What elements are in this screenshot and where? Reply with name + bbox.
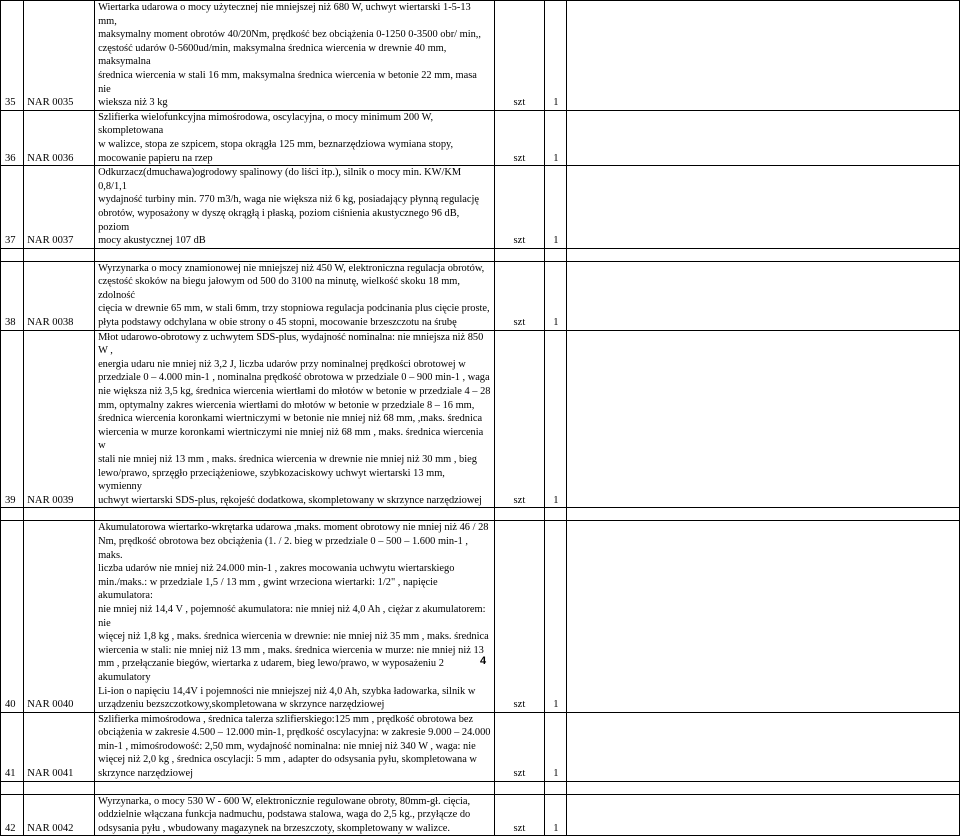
spacer-cell [1, 248, 24, 261]
description-line: urządzeniu bezszczotkowy,skompletowana w skrzynce narzędziowej [98, 699, 385, 711]
description-line: Odkurzacz(dmuchawa)ogrodowy spalinowy (do liści itp.), silnik o mocy min. KW/KM 0,8/1,1 [98, 167, 462, 192]
quantity: 1 [545, 712, 567, 781]
item-description [95, 712, 495, 781]
description-line: mm , przełączanie biegów, wiertarka z udarem, bieg lewo/prawo, w wyposażeniu 2 akumulatory [98, 658, 444, 683]
unit: szt [494, 261, 545, 330]
description-line: wydajność turbiny min. 770 m3/h, waga nie większa niż 6 kg, posiadający płynną regulację [98, 194, 479, 206]
unit: szt [494, 166, 545, 249]
description-line: liczba udarów nie mniej niż 24.000 min-1 , zakres mocowania uchwytu wiertarskiego [98, 563, 455, 575]
description-line: odsysania pyłu , wbudowany magazynek na brzeszczoty, skompletowany w walizce. [98, 822, 450, 834]
item-code: NAR 0041 [24, 712, 95, 781]
description-line: Li-ion o napięciu 14,4V i pojemności nie mniejszej niż 4,0 Ah, szybka ładowarka, silnik w [98, 685, 476, 697]
unit: szt [494, 110, 545, 165]
description-line: lewo/prawo, sprzęgło przeciążeniowe, szybkozaciskowy uchwyt wiertarski 13 mm, wymienny [98, 467, 445, 493]
row-number: 36 [1, 110, 24, 165]
description-line: mocy akustycznej 107 dB [98, 235, 206, 247]
description-line: więcej niż 1,8 kg , maks. średnica wiercenia w drewnie: nie mniej niż 35 mm , maks. średnica [98, 631, 489, 643]
unit: szt [494, 521, 545, 712]
quantity: 1 [545, 330, 567, 508]
empty-cell [567, 166, 960, 249]
empty-cell [567, 521, 960, 712]
description-line: cięcia w drewnie 65 mm, w stali 6mm, trzy stopniowa regulacja podcinania plus cięcie proste, [98, 303, 490, 315]
item-description [95, 794, 495, 836]
description-line: mocowanie papieru na rzep [98, 152, 213, 164]
description-line: średnica wiercenia w stali 16 mm, maksymalna średnica wiercenia w betonie 22 mm, masa nie [98, 69, 477, 95]
item-code: NAR 0042 [24, 794, 95, 836]
empty-cell [567, 330, 960, 508]
spacer-cell [545, 508, 567, 521]
description-line: Szlifierka wielofunkcyjna mimośrodowa, oscylacyjna, o mocy minimum 200 W, skompletowana [98, 111, 434, 137]
description-line: mm, optymalny zakres wiercenia wiertłami do młotów w betonie w przedziale 8 – 16 mm, [98, 399, 475, 411]
unit: szt [494, 794, 545, 836]
item-description [95, 521, 495, 712]
description-line: częstość skoków na biegu jałowym od 500 do 3100 na minutę, wielkość skoku 18 mm, zdolność [98, 276, 460, 301]
row-number: 39 [1, 330, 24, 508]
quantity: 1 [545, 261, 567, 330]
description-line: nie mniej niż 14,4 V , pojemność akumulatora: nie mniej niż 4,0 Ah , ciężar z akumulatorem: nie [98, 603, 486, 629]
page-number: 4 [480, 655, 487, 667]
empty-cell [567, 794, 960, 836]
item-description [95, 166, 495, 249]
description-line: w walizce, stopa ze szpicem, stopa okrągła 125 mm, beznarzędziowa wymiana stopy, [98, 138, 454, 150]
description-line: płyta podstawy odchylana w obie strony o 45 stopni, mocowanie brzeszczotu na śrubę [98, 317, 457, 329]
empty-cell [567, 110, 960, 165]
unit: szt [494, 712, 545, 781]
description-line: min-1 , mimośrodowość: 2,50 mm, wydajność nominalna: nie mniej niż 340 W , waga: nie [98, 740, 476, 752]
unit: szt [494, 330, 545, 508]
description-line: wieksza niż 3 kg [98, 97, 168, 109]
item-description [95, 261, 495, 330]
table-row [1, 330, 960, 508]
description-line: uchwyt wiertarski SDS-plus, rękojeść dodatkowa, skompletowany w skrzynce narzędziowej [98, 494, 482, 506]
description-line: Młot udarowo-obrotowy z uchwytem SDS-plus, wydajność nominalna: nie mniejsza niż 850 W , [98, 331, 484, 357]
quantity: 1 [545, 521, 567, 712]
description-line: Nm, prędkość obrotowa bez obciążenia (1. / 2. bieg w przedziale 0 – 500 – 1.600 min-1 , maks. [98, 535, 468, 561]
description-line: obrotów, wyposażony w dyszę okrągłą i płaską, poziom ciśnienia akustycznego 96 dB, poziom [98, 207, 460, 233]
spacer-cell [494, 508, 545, 521]
row-spacer [1, 508, 960, 521]
empty-cell [567, 712, 960, 781]
spacer-cell [95, 781, 495, 794]
quantity: 1 [545, 1, 567, 111]
row-number: 40 [1, 521, 24, 712]
description-line: Wyrzynarka o mocy znamionowej nie mniejszej niż 450 W, elektroniczna regulacja obrotów, [98, 262, 485, 274]
description-line: stali nie mniej niż 13 mm , maks. średnica wiercenia w drewnie nie mniej niż 30 mm , bieg [98, 454, 477, 465]
spacer-cell [1, 781, 24, 794]
description-line: oddzielnie włączana funkcja nadmuchu, podstawa stalowa, waga do 2,5 kg., przyłącze do [98, 809, 471, 821]
description-line: min./maks.: w przedziale 1,5 / 13 mm , gwint wrzeciona wiertarki: 1/2" , napięcie akumulatora: [98, 576, 438, 602]
spacer-cell [95, 248, 495, 261]
description-line: energia udaru nie mniej niż 3,2 J, liczba udarów przy nominalnej prędkości obrotowej w [98, 358, 466, 370]
spacer-cell [545, 781, 567, 794]
description-line: częstość udarów 0-5600ud/min, maksymalna średnica wiercenia w drewnie 40 mm, maksymalna [98, 42, 447, 68]
table-row [1, 794, 960, 836]
description-line: więcej niż 2,0 kg , średnica oscylacji: 5 mm , adapter do odsysania pyłu, skompletowana w [98, 754, 477, 766]
row-number: 37 [1, 166, 24, 249]
quantity: 1 [545, 794, 567, 836]
spacer-cell [24, 508, 95, 521]
spacer-cell [567, 781, 960, 794]
row-spacer [1, 781, 960, 794]
description-line: średnica wiercenia koronkami wiertniczymi w betonie nie mniej niż 68 mm, ,maks. średnica [98, 413, 483, 425]
table-row [1, 712, 960, 781]
table-row [1, 1, 960, 111]
item-description [95, 1, 495, 111]
table-row [1, 521, 960, 712]
description-line: skrzynce narzędziowej [98, 768, 193, 780]
item-code: NAR 0039 [24, 330, 95, 508]
quantity: 1 [545, 110, 567, 165]
spacer-cell [24, 781, 95, 794]
item-code: NAR 0038 [24, 261, 95, 330]
description-line: Wyrzynarka, o mocy 530 W - 600 W, elektronicznie regulowane obroty, 80mm-gł. cięcia, [98, 795, 471, 807]
order-table-body [1, 1, 960, 836]
description-line: przedziale 0 – 4.000 min-1 , nominalna prędkość obrotowa w przedziale 0 – 900 min-1 , waga [98, 372, 490, 384]
description-line: nie większa niż 3,5 kg, średnica wiercenia wiertłami do młotów w betonie w przedziale 4 – 28 [98, 386, 491, 398]
item-code: NAR 0036 [24, 110, 95, 165]
empty-cell [567, 261, 960, 330]
row-number: 41 [1, 712, 24, 781]
spacer-cell [567, 508, 960, 521]
spacer-cell [567, 248, 960, 261]
table-row [1, 166, 960, 249]
description-line: wiercenia w murze koronkami wiertniczymi nie mniej niż 68 mm , maks. średnica wiercenia w [98, 426, 484, 452]
unit: szt [494, 1, 545, 111]
row-number: 35 [1, 1, 24, 111]
spacer-cell [494, 781, 545, 794]
spacer-cell [24, 248, 95, 261]
description-line: Szlifierka mimośrodowa , średnica talerza szlifierskiego:125 mm , prędkość obrotowa bez [98, 713, 474, 725]
spacer-cell [1, 508, 24, 521]
description-line: maksymalny moment obrotów 40/20Nm, prędkość bez obciążenia 0-1250 0-3500 obr/ min,, [98, 29, 481, 41]
table-row [1, 261, 960, 330]
table-row [1, 110, 960, 165]
spacer-cell [545, 248, 567, 261]
quantity: 1 [545, 166, 567, 249]
description-line: obciążenia w zakresie 4.500 – 12.000 min-1, prędkość oscylacyjna: w zakresie 9.000 – 24.000 [98, 727, 491, 739]
spacer-cell [95, 508, 495, 521]
item-code: NAR 0037 [24, 166, 95, 249]
row-number: 42 [1, 794, 24, 836]
description-line: Wiertarka udarowa o mocy użytecznej nie mniejszej niż 680 W, uchwyt wiertarski 1-5-13 mm, [98, 2, 471, 27]
item-description [95, 110, 495, 165]
row-spacer [1, 248, 960, 261]
item-description [95, 330, 495, 508]
item-code: NAR 0040 [24, 521, 95, 712]
item-code: NAR 0035 [24, 1, 95, 111]
description-line: Akumulatorowa wiertarko-wkrętarka udarowa ,maks. moment obrotowy nie mniej niż 46 / 28 [98, 522, 489, 534]
empty-cell [567, 1, 960, 111]
spacer-cell [494, 248, 545, 261]
row-number: 38 [1, 261, 24, 330]
description-line: wiercenia w stali: nie mniej niż 13 mm , maks. średnica wiercenia w murze: nie mniej niż 13 [98, 644, 484, 656]
